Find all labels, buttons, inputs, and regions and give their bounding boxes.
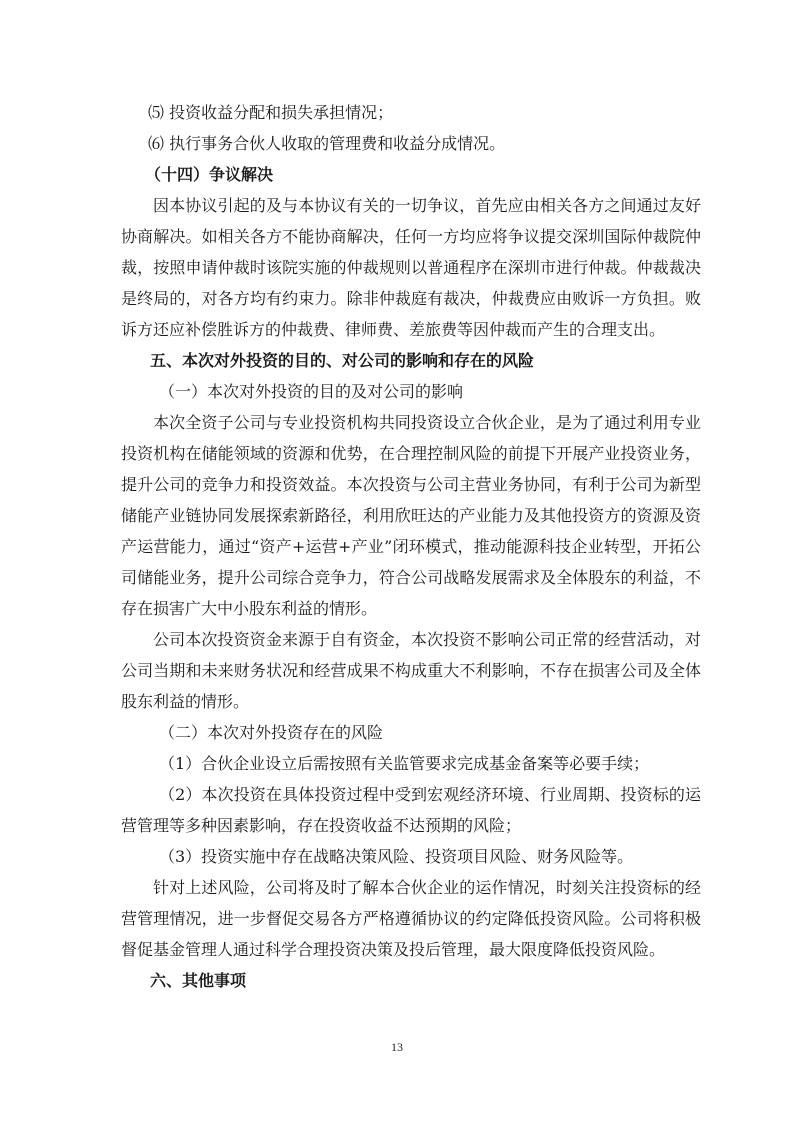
subsection-two-title: （二）本次对外投资存在的风险 xyxy=(159,723,384,742)
list-item-management-fee: ⑹ 执行事务合伙人收取的管理费和收益分成情况。 xyxy=(148,134,506,153)
paragraph-dispute: 因本协议引起的及与本协议有关的一切争议，首先应由相关各方之间通过友好协商解决。如相关各方不能协商解决，任何一方均应将争议提交深圳国际仲裁院仲裁，按照申请仲裁时该院实施的仲裁规则以普通程序在深圳市进行仲裁。仲裁裁决是终局的，对各方均有约束力。除非仲裁庭有裁决，仲裁费应由败诉一方负担。败诉方还应补偿胜诉方的仲裁费、律师费、差旅费等因仲裁而产生的合理支出。 xyxy=(121,196,701,339)
heading-dispute-resolution: （十四）争议解决 xyxy=(145,165,274,184)
paragraph-purpose: 本次全资子公司与专业投资机构共同投资设立合伙企业，是为了通过利用专业投资机构在储能领域的资源和优势，在合理控制风险的前提下开展产业投资业务，提升公司的竞争力和投资效益。本次投资与公司主营业务协同，有利于公司为新型储能产业链协同发展探索新路径，利用欣旺达的产业能力及其他投资方的资源及资产运营能力，通过“资产+运营+产业”闭环模式，推动能源科技企业转型，开拓公司储能业务，提升公司综合竞争力，符合公司战略发展需求及全体股东的利益，不存在损害广大中小股东利益的情形。 xyxy=(121,413,701,618)
list-item-investment-income: ⑸ 投资收益分配和损失承担情况； xyxy=(148,103,394,122)
paragraph-funding-source: 公司本次投资资金来源于自有资金，本次投资不影响公司正常的经营活动，对公司当期和未来财务状况和经营成果不构成重大不利影响，不存在损害公司及全体股东利益的情形。 xyxy=(121,630,701,711)
subsection-one-title: （一）本次对外投资的目的及对公司的影响 xyxy=(159,382,464,401)
section-six-title: 六、其他事项 xyxy=(150,971,247,990)
risk-item-2: （2）本次投资在具体投资过程中受到宏观经济环境、行业周期、投资标的运营管理等多种因素影响，存在投资收益不达预期的风险； xyxy=(121,785,701,835)
risk-item-1: （1）合伙企业设立后需按照有关监管要求完成基金备案等必要手续； xyxy=(159,754,650,773)
page-number: 13 xyxy=(391,1040,403,1054)
section-five-title: 五、本次对外投资的目的、对公司的影响和存在的风险 xyxy=(150,351,535,370)
document-body xyxy=(121,97,701,996)
risk-item-3: （3）投资实施中存在战略决策风险、投资项目风险、财务风险等。 xyxy=(159,847,634,866)
paragraph-mitigation: 针对上述风险，公司将及时了解本合伙企业的运作情况，时刻关注投资标的经营管理情况，进一步督促交易各方严格遵循协议的约定降低投资风险。公司将积极督促基金管理人通过科学合理投资决策及投后管理，最大限度降低投资风险。 xyxy=(121,878,701,959)
